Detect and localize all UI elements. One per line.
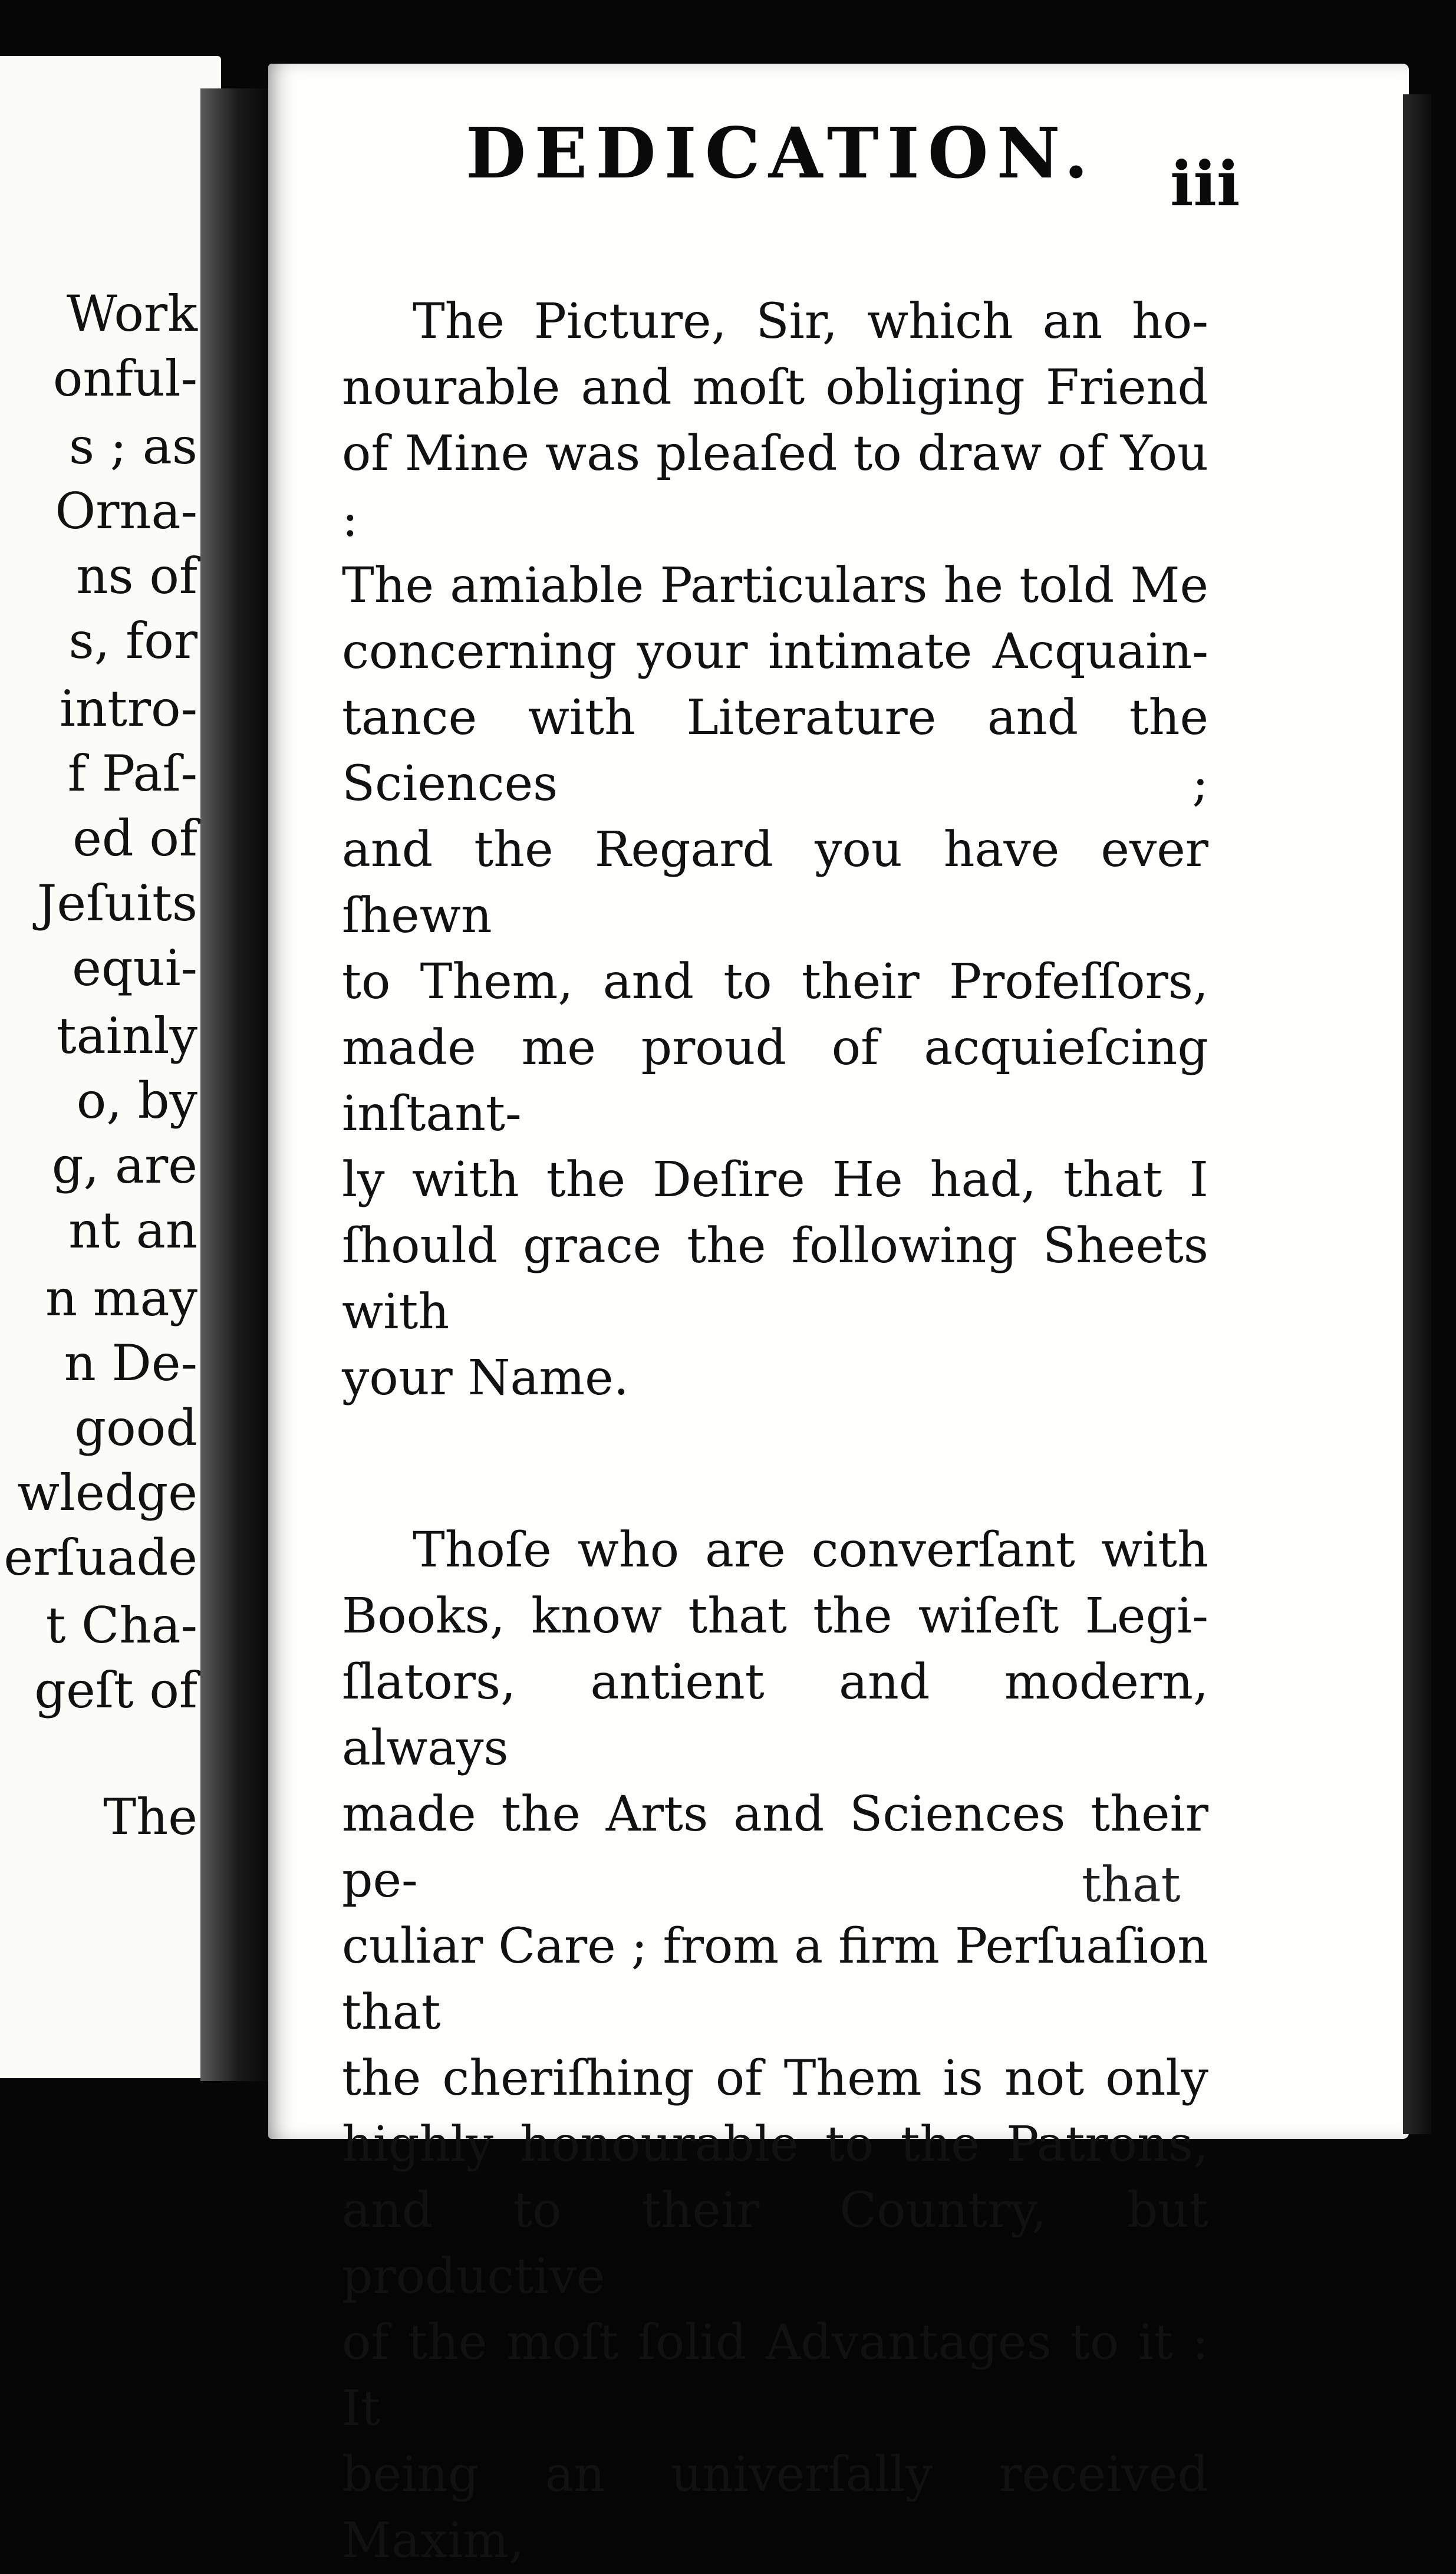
left-page-line: Work: [66, 285, 197, 343]
text-line: nourable and moſt obliging Friend: [342, 360, 1208, 416]
text-line: The amiable Particulars he told Me: [342, 558, 1208, 614]
text-line: and the Regard you have ever ſhewn: [342, 822, 1208, 944]
left-page-line: wledge: [17, 1464, 197, 1522]
left-page-line: n De-: [64, 1334, 197, 1392]
left-page-line: equi-: [72, 939, 197, 997]
running-head: DEDICATION.: [466, 112, 1096, 194]
left-page-line: Orna-: [55, 482, 197, 540]
left-page-line: ed of: [73, 809, 197, 867]
left-page-line: s ; as: [69, 417, 197, 475]
text-line: The Picture, Sir, which an ho-: [413, 294, 1208, 350]
left-page-line: The: [103, 1788, 197, 1846]
body-text: [342, 289, 1208, 2574]
text-line: and to their Country, but productive: [342, 2183, 1208, 2305]
left-page-line: onful-: [52, 350, 197, 407]
paragraph-1: [342, 289, 1208, 1411]
text-line: Books, know that the wiſeſt Legi-: [342, 1588, 1208, 1644]
left-page-line: erſuade: [4, 1529, 197, 1586]
text-line: ly with the Deſire He had, that I: [342, 1152, 1208, 1208]
text-line: concerning your intimate Acquain-: [342, 624, 1208, 680]
left-page-line: s, for: [68, 612, 197, 670]
page-number: iii: [1170, 147, 1240, 220]
text-line: of Mine was pleaſed to draw of You :: [342, 426, 1208, 548]
left-page-line: tainly: [56, 1007, 197, 1065]
text-line: ſlators, antient and modern, always: [342, 1654, 1208, 1776]
left-page-line: geſt of: [34, 1661, 197, 1719]
text-line: tance with Literature and the Sciences ;: [342, 690, 1208, 812]
text-line: culiar Care ; from a firm Perſuaſion that: [342, 1918, 1208, 2040]
text-line: to Them, and to their Profeſſors,: [342, 954, 1208, 1010]
left-page-line: t Cha-: [45, 1597, 197, 1654]
text-line: being an univerſally received Maxim,: [342, 2447, 1208, 2569]
text-line: Thoſe who are converſant with: [413, 1522, 1208, 1578]
left-page-line: good: [74, 1399, 197, 1457]
left-page-line: g, are: [51, 1137, 197, 1194]
left-page-line: ns of: [76, 547, 197, 605]
left-page-line: nt an: [68, 1202, 197, 1259]
text-line: made the Arts and Sciences their pe-: [342, 1786, 1208, 1908]
left-facing-page: [0, 56, 221, 2078]
left-page-line: o, by: [76, 1072, 197, 1130]
text-line: ſhould grace the following Sheets with: [342, 1218, 1208, 1340]
left-page-line: f Paſ-: [67, 745, 197, 802]
text-line: the cheriſhing of Them is not only: [342, 2050, 1208, 2106]
paragraph-2: [342, 1518, 1208, 2574]
catchword: that: [1082, 1857, 1181, 1913]
page-edge: [1403, 94, 1431, 2134]
left-page-line: n may: [45, 1269, 197, 1327]
text-line: of the moſt ſolid Advantages to it : It: [342, 2315, 1208, 2437]
text-line: highly honourable to the Patrons,: [342, 2117, 1208, 2173]
left-page-line: intro-: [60, 680, 197, 738]
text-line: made me proud of acquieſcing inſtant-: [342, 1020, 1208, 1142]
text-line: your Name.: [342, 1350, 629, 1406]
left-page-line: Jeſuits: [37, 874, 197, 932]
